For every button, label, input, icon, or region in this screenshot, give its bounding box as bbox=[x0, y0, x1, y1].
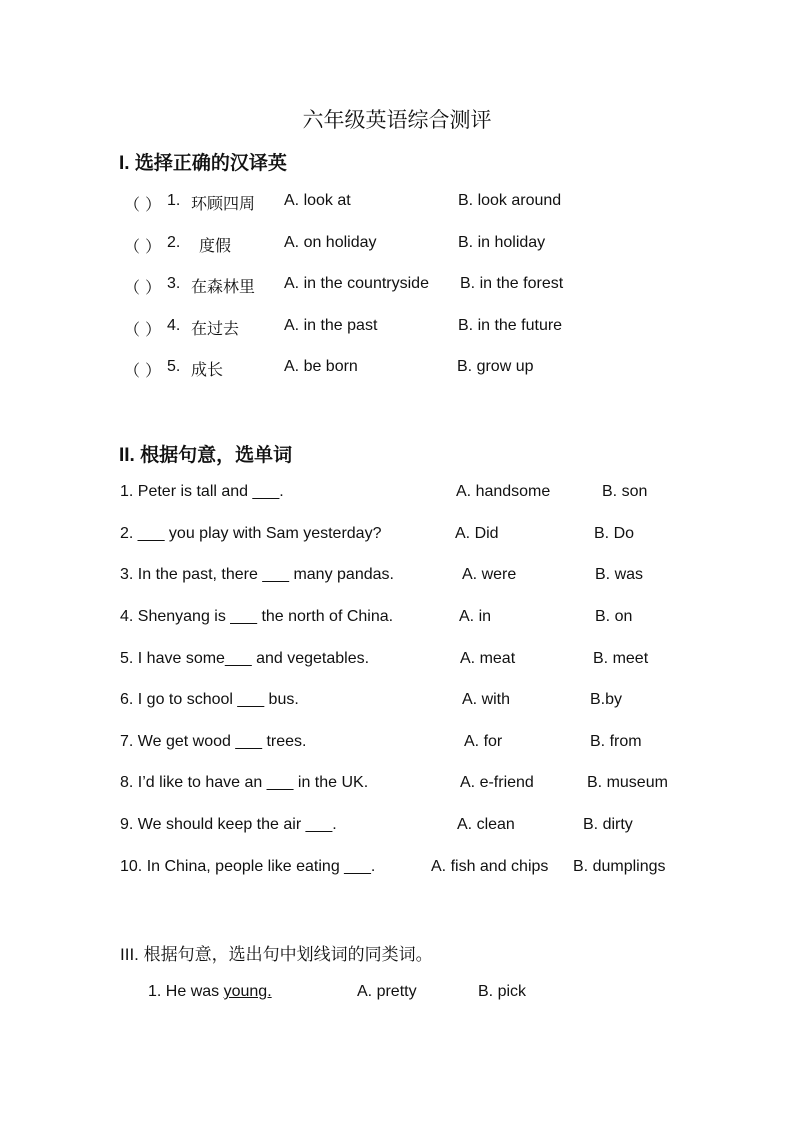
option-b: B. pick bbox=[478, 983, 527, 1000]
question-text: He was bbox=[165, 983, 224, 1000]
answer-bracket: （ ） bbox=[124, 195, 162, 214]
question-text: 7. We get wood ___ trees. bbox=[120, 733, 307, 750]
chinese-phrase: 在过去 bbox=[191, 319, 240, 338]
option-b: B.by bbox=[590, 691, 623, 708]
option-a: A. look at bbox=[284, 192, 351, 209]
chinese-phrase: 在森林里 bbox=[191, 277, 256, 296]
answer-bracket: （ ） bbox=[124, 278, 162, 297]
list-item bbox=[124, 275, 161, 298]
underlined-word: young. bbox=[223, 983, 272, 1000]
chinese-phrase: 环顾四周 bbox=[191, 194, 256, 213]
question-text: 6. I go to school ___ bus. bbox=[120, 691, 299, 708]
question-text: 3. In the past, there ___ many pandas. bbox=[120, 566, 394, 583]
option-a: A. on holiday bbox=[284, 234, 377, 251]
item-number: 1. bbox=[167, 192, 181, 209]
question-text: 10. In China, people like eating ___. bbox=[120, 858, 376, 875]
section-1-heading: I. 选择正确的汉译英 bbox=[119, 153, 287, 174]
option-b: B. in the forest bbox=[460, 275, 564, 292]
option-a: A. were bbox=[462, 566, 517, 583]
option-a: A. for bbox=[464, 733, 503, 750]
list-item bbox=[124, 317, 161, 340]
item-number: 1. bbox=[148, 983, 162, 1000]
item-number: 3. bbox=[167, 275, 181, 292]
option-b: B. Do bbox=[594, 525, 635, 542]
option-b: B. meet bbox=[593, 650, 649, 667]
list-item bbox=[124, 192, 161, 215]
chinese-phrase: 成长 bbox=[191, 360, 224, 379]
option-a: A. in the countryside bbox=[284, 275, 429, 292]
option-a: A. in bbox=[459, 608, 492, 625]
option-a: A. with bbox=[462, 691, 511, 708]
question-text: 4. Shenyang is ___ the north of China. bbox=[120, 608, 394, 625]
option-b: B. was bbox=[595, 566, 644, 583]
option-a: A. Did bbox=[455, 525, 499, 542]
option-b: B. look around bbox=[458, 192, 562, 209]
item-number: 4. bbox=[167, 317, 181, 334]
question-text: 9. We should keep the air ___. bbox=[120, 816, 337, 833]
option-a: A. e-friend bbox=[460, 774, 534, 791]
section-3-heading: III. 根据句意，选出句中划线词的同类词。 bbox=[120, 945, 433, 964]
list-item bbox=[148, 983, 272, 1001]
option-b: B. in the future bbox=[458, 317, 563, 334]
option-b: B. museum bbox=[587, 774, 668, 791]
answer-bracket: （ ） bbox=[124, 361, 162, 380]
list-item bbox=[124, 358, 161, 381]
option-b: B. in holiday bbox=[458, 234, 546, 251]
question-text: 8. I’d like to have an ___ in the UK. bbox=[120, 774, 369, 791]
question-text: 5. I have some___ and vegetables. bbox=[120, 650, 370, 667]
option-a: A. handsome bbox=[456, 483, 551, 500]
page-title: 六年级英语综合测评 bbox=[302, 108, 492, 132]
option-a: A. meat bbox=[460, 650, 516, 667]
answer-bracket: （ ） bbox=[124, 237, 162, 256]
option-a: A. in the past bbox=[284, 317, 378, 334]
option-a: A. clean bbox=[457, 816, 515, 833]
question-text: 1. Peter is tall and ___. bbox=[120, 483, 284, 500]
option-a: A. pretty bbox=[357, 983, 417, 1000]
option-b: B. on bbox=[595, 608, 633, 625]
option-b: B. from bbox=[590, 733, 642, 750]
option-b: B. dumplings bbox=[573, 858, 666, 875]
section-2-heading: II. 根据句意，选单词 bbox=[119, 445, 293, 466]
option-a: A. fish and chips bbox=[431, 858, 549, 875]
item-number: 5. bbox=[167, 358, 181, 375]
list-item bbox=[124, 234, 161, 257]
option-b: B. grow up bbox=[457, 358, 534, 375]
item-number: 2. bbox=[167, 234, 181, 251]
answer-bracket: （ ） bbox=[124, 320, 162, 339]
option-a: A. be born bbox=[284, 358, 358, 375]
option-b: B. dirty bbox=[583, 816, 633, 833]
question-text: 2. ___ you play with Sam yesterday? bbox=[120, 525, 382, 542]
option-b: B. son bbox=[602, 483, 648, 500]
chinese-phrase: 度假 bbox=[199, 236, 232, 255]
